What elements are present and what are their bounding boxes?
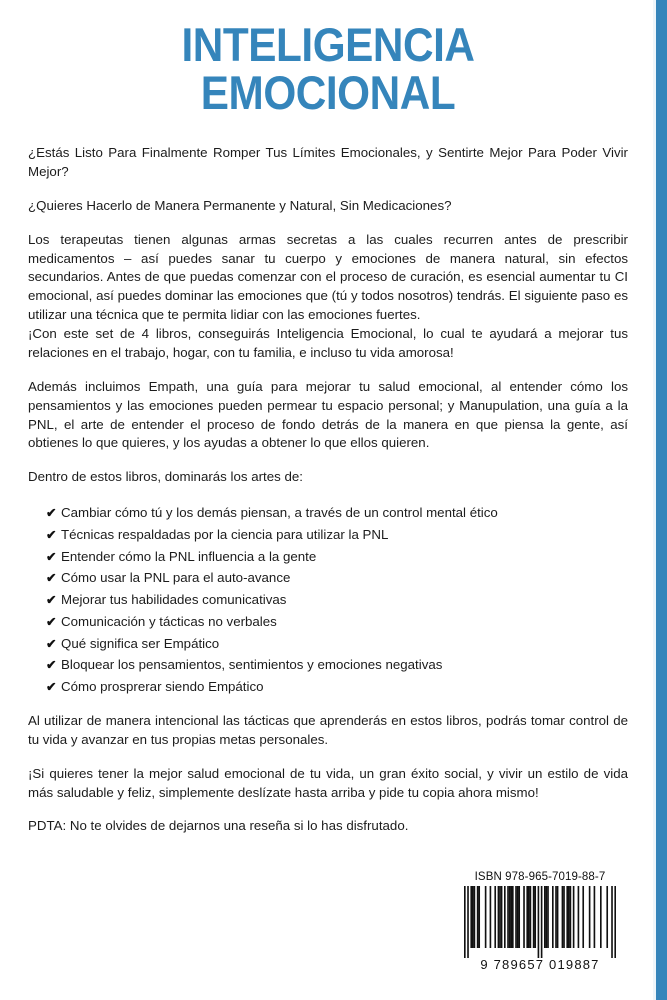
paragraph-therapists: Los terapeutas tienen algunas armas secretas a las cuales recurren antes de prescribir medicamentos – así puedes sanar tu cuerpo y emociones de manera natural, sin efectos secundarios. Antes de que puedas comenzar con el proceso de curación, es esencial aumentar tu CI emocional, así puedes dominar las emociones que (tú y todos nosotros) tendrás. El siguiente paso es utilizar una técnica que te permita lidiar con las emociones fuertes. <box>28 231 628 323</box>
title-line-1: INTELIGENCIA <box>181 18 475 71</box>
book-title <box>28 0 628 120</box>
list-item-label: Entender cómo la PNL influencia a la gente <box>61 548 317 564</box>
paragraph-tactics: Al utilizar de manera intencional las tácticas que aprenderás en estos libros, podrás tomar control de tu vida y avanzar en tus propias metas personales. <box>28 712 628 747</box>
list-item <box>46 611 628 633</box>
isbn-label: ISBN 978-965-7019-88-7 <box>474 871 606 883</box>
list-item-label: Comunicación y tácticas no verbales <box>61 613 277 629</box>
check-icon: ✔ <box>46 593 57 608</box>
barcode-digits: 9 789657 019887 <box>480 957 600 972</box>
list-item-label: Cómo prosprerar siendo Empático <box>61 679 264 695</box>
feature-list <box>28 502 628 698</box>
check-icon: ✔ <box>46 527 57 542</box>
paragraph-call-to-action: ¡Si quieres tener la mejor salud emocional de tu vida, un gran éxito social, y vivir un estilo de vida más saludable y feliz, simplemente deslízate hasta arriba y pide tu copia ahora mismo! <box>28 765 628 800</box>
list-item-label: Cómo usar la PNL para el auto-avance <box>61 570 291 586</box>
check-icon: ✔ <box>46 658 57 673</box>
list-item <box>46 676 628 698</box>
feature-list-intro: Dentro de estos libros, dominarás los artes de: <box>28 469 303 485</box>
barcode-image <box>464 886 616 958</box>
hook-question-1: ¿Estás Listo Para Finalmente Romper Tus Límites Emocionales, y Sentirte Mejor Para Poder Vivir Mejor? <box>28 145 628 179</box>
check-icon: ✔ <box>46 636 57 651</box>
list-item-label: Mejorar tus habilidades comunicativas <box>61 592 287 608</box>
paragraph-empath-manipulation: Además incluimos Empath, una guía para mejorar tu salud emocional, al entender cómo los pensamientos y las emociones pueden permear tu espacio personal; y Manupulation, una guía a la PNL, el arte de entender el proceso de fondo detrás de la manera en que piensa la gente, así obtienes lo que quieres, y los ayudas a obtener lo que ellos quieren. <box>28 378 628 451</box>
list-item <box>46 567 628 589</box>
check-icon: ✔ <box>46 549 57 564</box>
paragraph-book-set: ¡Con este set de 4 libros, conseguirás Inteligencia Emocional, lo cual te ayudará a mejorar tus relaciones en el trabajo, hogar, con tu familia, e incluso tu vida amorosa! <box>28 326 628 360</box>
paragraph-review-request: PDTA: No te olvides de dejarnos una reseña si lo has disfrutado. <box>28 818 409 834</box>
list-item <box>46 589 628 611</box>
isbn-barcode-block <box>451 871 629 972</box>
list-item <box>46 654 628 676</box>
list-item <box>46 524 628 546</box>
check-icon: ✔ <box>46 614 57 629</box>
list-item-label: Cambiar cómo tú y los demás piensan, a través de un control mental ético <box>61 505 498 521</box>
list-item-label: Qué significa ser Empático <box>61 635 220 651</box>
list-item-label: Técnicas respaldadas por la ciencia para utilizar la PNL <box>61 526 389 542</box>
list-item <box>46 502 628 524</box>
check-icon: ✔ <box>46 680 57 695</box>
hook-question-2: ¿Quieres Hacerlo de Manera Permanente y Natural, Sin Medicaciones? <box>28 197 452 213</box>
list-item-label: Bloquear los pensamientos, sentimientos y emociones negativas <box>61 657 443 673</box>
list-item <box>46 546 628 568</box>
cover-content <box>28 0 628 851</box>
right-edge-accent-strip <box>656 0 667 1000</box>
check-icon: ✔ <box>46 571 57 586</box>
check-icon: ✔ <box>46 506 57 521</box>
blurb-body <box>28 144 628 836</box>
list-item <box>46 633 628 655</box>
title-line-2: EMOCIONAL <box>200 66 456 120</box>
